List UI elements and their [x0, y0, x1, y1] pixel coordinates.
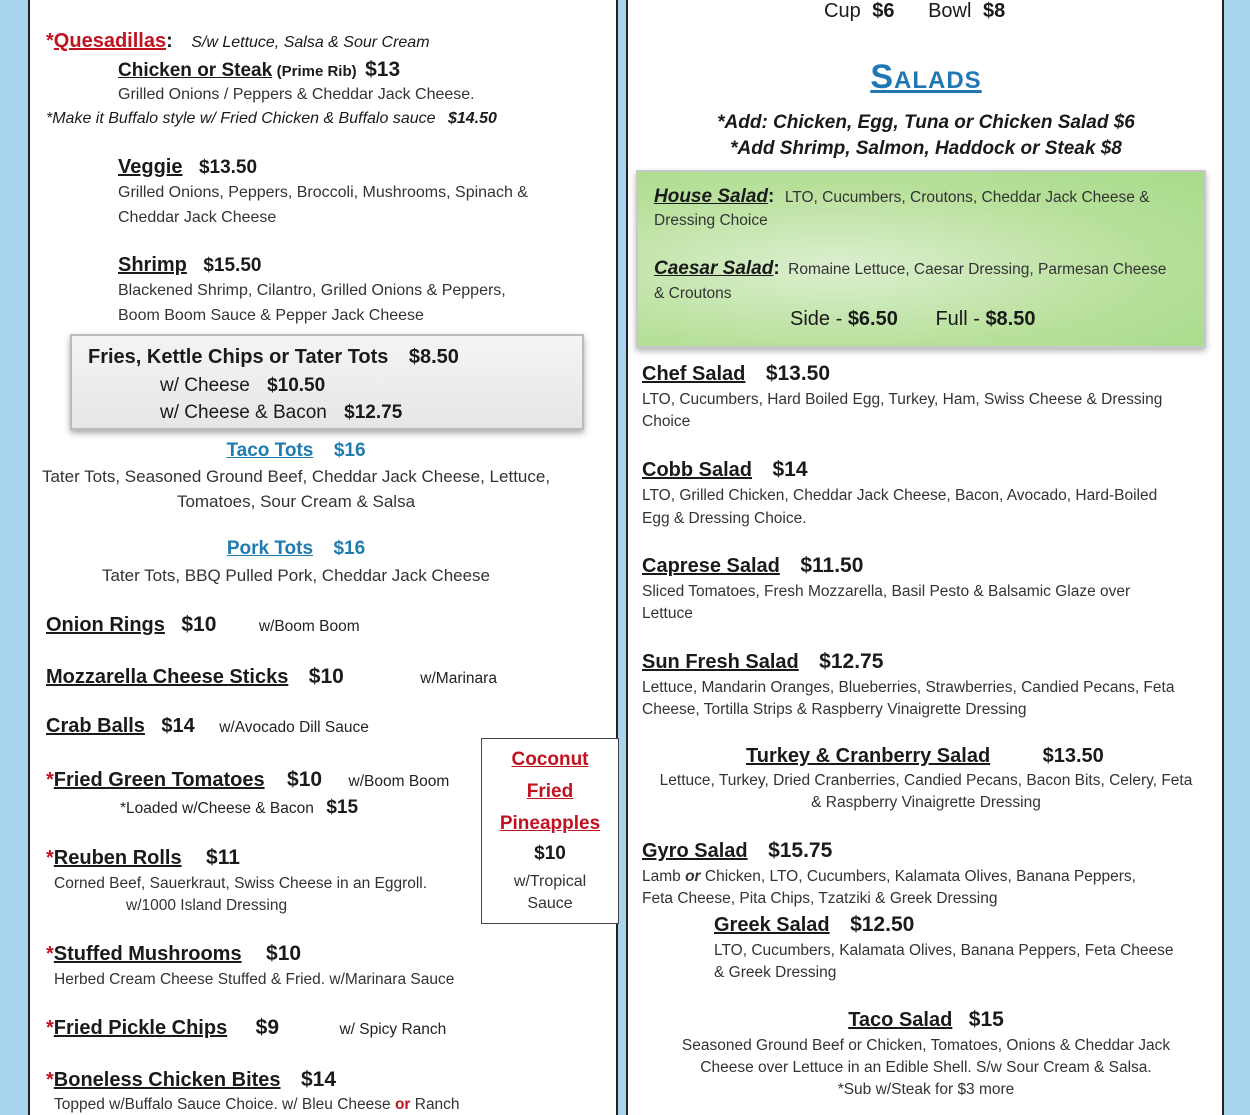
taco-salad-desc-3: *Sub w/Steak for $3 more	[837, 1081, 1015, 1098]
fried-green-tomatoes-item: *Fried Green Tomatoes $10 w/Boom Boom	[46, 768, 450, 791]
sun-fresh-desc-2: Cheese, Tortilla Strips & Raspberry Vinaigrette Dressing	[642, 701, 1027, 718]
mozzarella-item: Mozzarella Cheese Sticks $10 w/Marinara	[46, 665, 497, 688]
house-salad-item: House Salad: LTO, Cucumbers, Croutons, Cheddar Jack Cheese &	[654, 186, 1150, 207]
greek-salad-item: Greek Salad $12.50	[714, 913, 915, 936]
cobb-salad-desc-2: Egg & Dressing Choice.	[642, 510, 807, 527]
boneless-bites-desc: Topped w/Buffalo Sauce Choice. w/ Bleu Cheese or Ranch	[54, 1096, 460, 1113]
chef-salad-desc-2: Choice	[642, 413, 691, 430]
buffalo-note: *Make it Buffalo style w/ Fried Chicken & Buffalo sauce $14.50	[46, 110, 497, 127]
gyro-salad-item: Gyro Salad $15.75	[642, 839, 833, 862]
caesar-salad-desc-2: & Croutons	[654, 285, 732, 302]
turkey-cranberry-desc-1: Lettuce, Turkey, Dried Cranberries, Candied Pecans, Bacon Bits, Celery, Feta	[659, 772, 1193, 789]
turkey-cranberry-item: Turkey & Cranberry Salad $13.50	[746, 745, 1104, 767]
caesar-prices: Side - $6.50 Full - $8.50	[790, 308, 1036, 330]
chicken-steak-item: Chicken or Steak (Prime Rib) $13	[118, 58, 401, 81]
greek-salad-desc-2: & Greek Dressing	[714, 964, 837, 981]
caprese-salad-desc-2: Lettuce	[642, 605, 693, 622]
pork-tots-item: Pork Tots $16	[226, 538, 366, 559]
taco-salad-desc-2: Cheese over Lettuce in an Edible Shell. S/w Sour Cream & Salsa.	[700, 1059, 1152, 1076]
quesadillas-heading: *Quesadillas: S/w Lettuce, Salsa & Sour Cream	[46, 30, 430, 52]
reuben-desc-1: Corned Beef, Sauerkraut, Swiss Cheese in an Eggroll.	[54, 875, 428, 892]
taco-salad-item: Taco Salad $15	[848, 1008, 1004, 1031]
sun-fresh-desc-1: Lettuce, Mandarin Oranges, Blueberries, Strawberries, Candied Pecans, Feta	[642, 679, 1175, 696]
coconut-pineapples-box: Coconut Fried Pineapples $10 w/Tropical Sauce	[481, 738, 619, 924]
quesadillas-title: Quesadillas	[53, 30, 167, 52]
shrimp-item: Shrimp $15.50	[118, 254, 262, 276]
cobb-salad-desc-1: LTO, Grilled Chicken, Cheddar Jack Cheese, Bacon, Avocado, Hard-Boiled	[642, 487, 1158, 504]
soup-prices: Cup $6 Bowl $8	[824, 0, 1006, 22]
turkey-cranberry-desc-2: & Raspberry Vinaigrette Dressing	[811, 794, 1041, 811]
gyro-salad-desc-1: Lamb or Chicken, LTO, Cucumbers, Kalamata Olives, Banana Peppers,	[642, 868, 1136, 885]
stuffed-mushrooms-item: *Stuffed Mushrooms $10	[46, 942, 302, 965]
fgt-loaded: *Loaded w/Cheese & Bacon $15	[120, 797, 359, 818]
onion-rings-item: Onion Rings $10 w/Boom Boom	[46, 613, 360, 636]
crab-balls-item: Crab Balls $14 w/Avocado Dill Sauce	[46, 715, 369, 737]
chef-salad-item: Chef Salad $13.50	[642, 362, 831, 385]
taco-tots-desc-2: Tomatoes, Sour Cream & Salsa	[176, 492, 416, 511]
veggie-desc-2: Cheddar Jack Cheese	[118, 209, 277, 226]
greek-salad-desc-1: LTO, Cucumbers, Kalamata Olives, Banana Peppers, Feta Cheese	[714, 942, 1174, 959]
boneless-bites-item: *Boneless Chicken Bites $14	[46, 1068, 337, 1091]
fries-bacon: w/ Cheese & Bacon $12.75	[160, 402, 403, 423]
chef-salad-desc-1: LTO, Cucumbers, Hard Boiled Egg, Turkey, Ham, Swiss Cheese & Dressing	[642, 391, 1163, 408]
gyro-salad-desc-2: Feta Cheese, Pita Chips, Tzatziki & Greek Dressing	[642, 890, 998, 907]
fries-item: Fries, Kettle Chips or Tater Tots $8.50	[88, 346, 459, 368]
salads-panel	[626, 0, 1224, 1115]
stuffed-mushrooms-desc: Herbed Cream Cheese Stuffed & Fried. w/Marinara Sauce	[54, 971, 455, 988]
reuben-item: *Reuben Rolls $11	[46, 846, 240, 869]
taco-tots-desc-1: Tater Tots, Seasoned Ground Beef, Cheddar Jack Cheese, Lettuce,	[41, 467, 551, 486]
fries-cheese: w/ Cheese $10.50	[160, 375, 326, 396]
shrimp-desc-1: Blackened Shrimp, Cilantro, Grilled Onions & Peppers,	[118, 282, 506, 299]
caprese-salad-desc-1: Sliced Tomatoes, Fresh Mozzarella, Basil Pesto & Balsamic Glaze over	[642, 583, 1131, 600]
fried-pickle-item: *Fried Pickle Chips $9 w/ Spicy Ranch	[46, 1016, 447, 1039]
add-protein-1: *Add: Chicken, Egg, Tuna or Chicken Salad $6	[717, 112, 1135, 133]
appetizers-panel	[28, 0, 618, 1115]
shrimp-desc-2: Boom Boom Sauce & Pepper Jack Cheese	[118, 307, 424, 324]
house-salad-desc-2: Dressing Choice	[654, 212, 768, 229]
add-protein-2: *Add Shrimp, Salmon, Haddock or Steak $8	[730, 138, 1122, 159]
veggie-desc-1: Grilled Onions, Peppers, Broccoli, Mushrooms, Spinach &	[118, 184, 528, 201]
cobb-salad-item: Cobb Salad $14	[642, 458, 808, 481]
sun-fresh-salad-item: Sun Fresh Salad $12.75	[642, 650, 884, 673]
taco-salad-desc-1: Seasoned Ground Beef or Chicken, Tomatoes, Onions & Cheddar Jack	[681, 1037, 1171, 1054]
house-caesar-box	[636, 170, 1206, 348]
quesadillas-desc: S/w Lettuce, Salsa & Sour Cream	[191, 34, 430, 51]
taco-tots-item: Taco Tots $16	[226, 440, 366, 461]
veggie-item: Veggie $13.50	[118, 156, 258, 178]
fries-box	[70, 334, 584, 430]
pork-tots-desc: Tater Tots, BBQ Pulled Pork, Cheddar Jack Cheese	[101, 566, 491, 585]
chicken-steak-desc: Grilled Onions / Peppers & Cheddar Jack Cheese.	[118, 86, 475, 103]
reuben-desc-2: w/1000 Island Dressing	[126, 897, 288, 914]
caesar-salad-item: Caesar Salad: Romaine Lettuce, Caesar Dressing, Parmesan Cheese	[654, 258, 1167, 279]
caprese-salad-item: Caprese Salad $11.50	[642, 554, 864, 577]
salads-title: Salads	[870, 58, 982, 96]
